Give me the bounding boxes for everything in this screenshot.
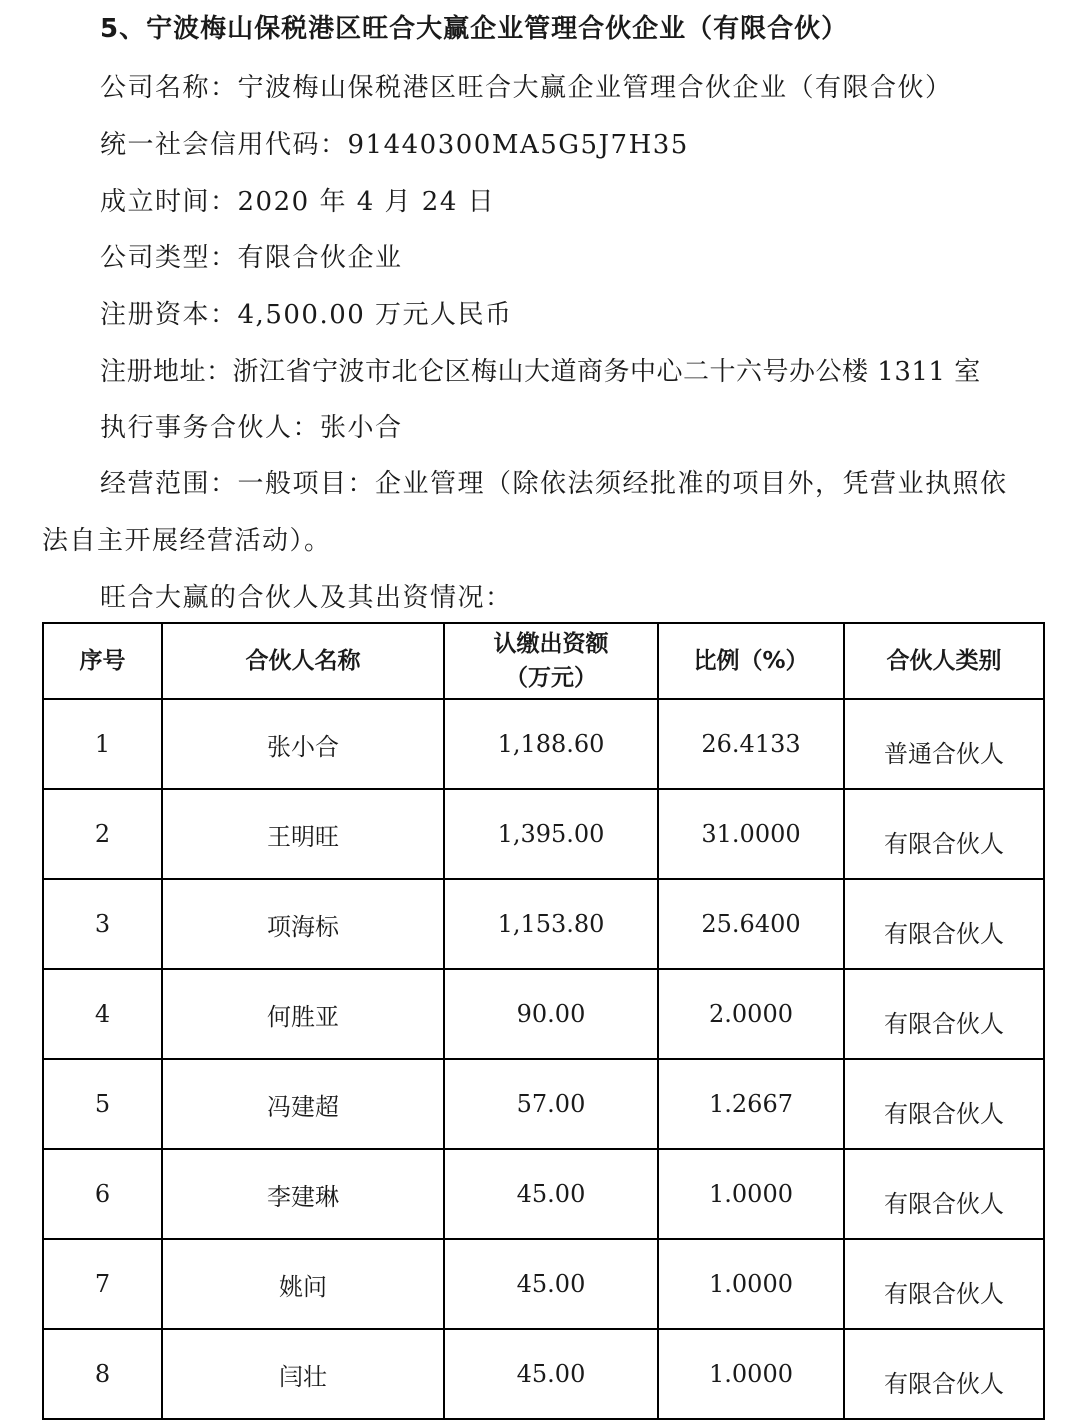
table-row xyxy=(43,789,1044,879)
capital-label: 注册资本： xyxy=(100,300,238,330)
cell-ratio: 1.0000 xyxy=(658,1329,844,1419)
business-scope-line-2: 法自主开展经营活动）。 xyxy=(42,526,332,556)
cell-no: 1 xyxy=(43,699,162,789)
established-line xyxy=(100,181,495,218)
cell-no: 8 xyxy=(43,1329,162,1419)
established-label: 成立时间： xyxy=(100,187,238,217)
table-row xyxy=(43,969,1044,1059)
cell-type: 普通合伙人 xyxy=(844,699,1044,789)
header-no: 序号 xyxy=(43,623,162,699)
header-amount xyxy=(444,623,658,699)
cell-amount: 57.00 xyxy=(444,1059,658,1149)
cell-amount: 1,188.60 xyxy=(444,699,658,789)
company-name-label: 公司名称： xyxy=(100,73,238,103)
cell-name: 项海标 xyxy=(162,879,444,969)
table-row xyxy=(43,1239,1044,1329)
cell-type: 有限合伙人 xyxy=(844,1149,1044,1239)
cell-no: 4 xyxy=(43,969,162,1059)
cell-amount: 45.00 xyxy=(444,1149,658,1239)
cell-name: 王明旺 xyxy=(162,789,444,879)
cell-type: 有限合伙人 xyxy=(844,879,1044,969)
address-label: 注册地址： xyxy=(100,357,233,387)
cell-no: 3 xyxy=(43,879,162,969)
executive-partner-line xyxy=(100,407,403,444)
partners-table xyxy=(42,622,1045,1420)
cell-type: 有限合伙人 xyxy=(844,969,1044,1059)
address-line xyxy=(100,351,981,388)
section-heading: 5、宁波梅山保税港区旺合大赢企业管理合伙企业（有限合伙） xyxy=(100,14,849,44)
cell-name: 姚问 xyxy=(162,1239,444,1329)
cell-type: 有限合伙人 xyxy=(844,1059,1044,1149)
cell-name: 张小合 xyxy=(162,699,444,789)
credit-code-value: 91440300MA5G5J7H35 xyxy=(347,130,689,160)
cell-ratio: 1.0000 xyxy=(658,1239,844,1329)
header-amount-line1: 认缴出资额 xyxy=(493,631,609,657)
cell-amount: 1,395.00 xyxy=(444,789,658,879)
company-type-value: 有限合伙企业 xyxy=(237,243,403,273)
credit-code-line xyxy=(100,124,689,161)
table-row xyxy=(43,1329,1044,1419)
credit-code-label: 统一社会信用代码： xyxy=(100,130,348,160)
cell-name: 冯建超 xyxy=(162,1059,444,1149)
cell-no: 2 xyxy=(43,789,162,879)
business-scope-line-1: 经营范围：一般项目：企业管理（除依法须经批准的项目外，凭营业执照依 xyxy=(100,469,1008,499)
cell-type: 有限合伙人 xyxy=(844,1329,1044,1419)
executive-partner-value: 张小合 xyxy=(320,413,403,443)
cell-type: 有限合伙人 xyxy=(844,1239,1044,1329)
established-value: 2020 年 4 月 24 日 xyxy=(237,187,496,217)
table-header-row xyxy=(43,623,1044,699)
cell-ratio: 2.0000 xyxy=(658,969,844,1059)
header-type: 合伙人类别 xyxy=(844,623,1044,699)
cell-amount: 90.00 xyxy=(444,969,658,1059)
cell-amount: 45.00 xyxy=(444,1329,658,1419)
cell-ratio: 31.0000 xyxy=(658,789,844,879)
header-name: 合伙人名称 xyxy=(162,623,444,699)
table-row xyxy=(43,1149,1044,1239)
company-name-line xyxy=(100,67,953,104)
cell-ratio: 1.0000 xyxy=(658,1149,844,1239)
company-name-value: 宁波梅山保税港区旺合大赢企业管理合伙企业（有限合伙） xyxy=(237,73,953,103)
cell-no: 6 xyxy=(43,1149,162,1239)
cell-name: 闫壮 xyxy=(162,1329,444,1419)
capital-value: 4,500.00 万元人民币 xyxy=(237,300,513,330)
capital-line xyxy=(100,294,513,331)
cell-amount: 1,153.80 xyxy=(444,879,658,969)
address-value: 浙江省宁波市北仑区梅山大道商务中心二十六号办公楼 1311 室 xyxy=(232,357,981,387)
cell-ratio: 26.4133 xyxy=(658,699,844,789)
table-row xyxy=(43,699,1044,789)
company-type-line xyxy=(100,237,403,274)
header-ratio: 比例（%） xyxy=(658,623,844,699)
cell-type: 有限合伙人 xyxy=(844,789,1044,879)
company-type-label: 公司类型： xyxy=(100,243,238,273)
cell-name: 何胜亚 xyxy=(162,969,444,1059)
cell-amount: 45.00 xyxy=(444,1239,658,1329)
table-row xyxy=(43,1059,1044,1149)
cell-name: 李建琳 xyxy=(162,1149,444,1239)
executive-partner-label: 执行事务合伙人： xyxy=(100,413,321,443)
cell-no: 7 xyxy=(43,1239,162,1329)
table-row xyxy=(43,879,1044,969)
cell-ratio: 1.2667 xyxy=(658,1059,844,1149)
cell-ratio: 25.6400 xyxy=(658,879,844,969)
cell-no: 5 xyxy=(43,1059,162,1149)
table-intro: 旺合大赢的合伙人及其出资情况： xyxy=(100,583,513,613)
header-amount-unit: （万元） xyxy=(505,665,597,691)
